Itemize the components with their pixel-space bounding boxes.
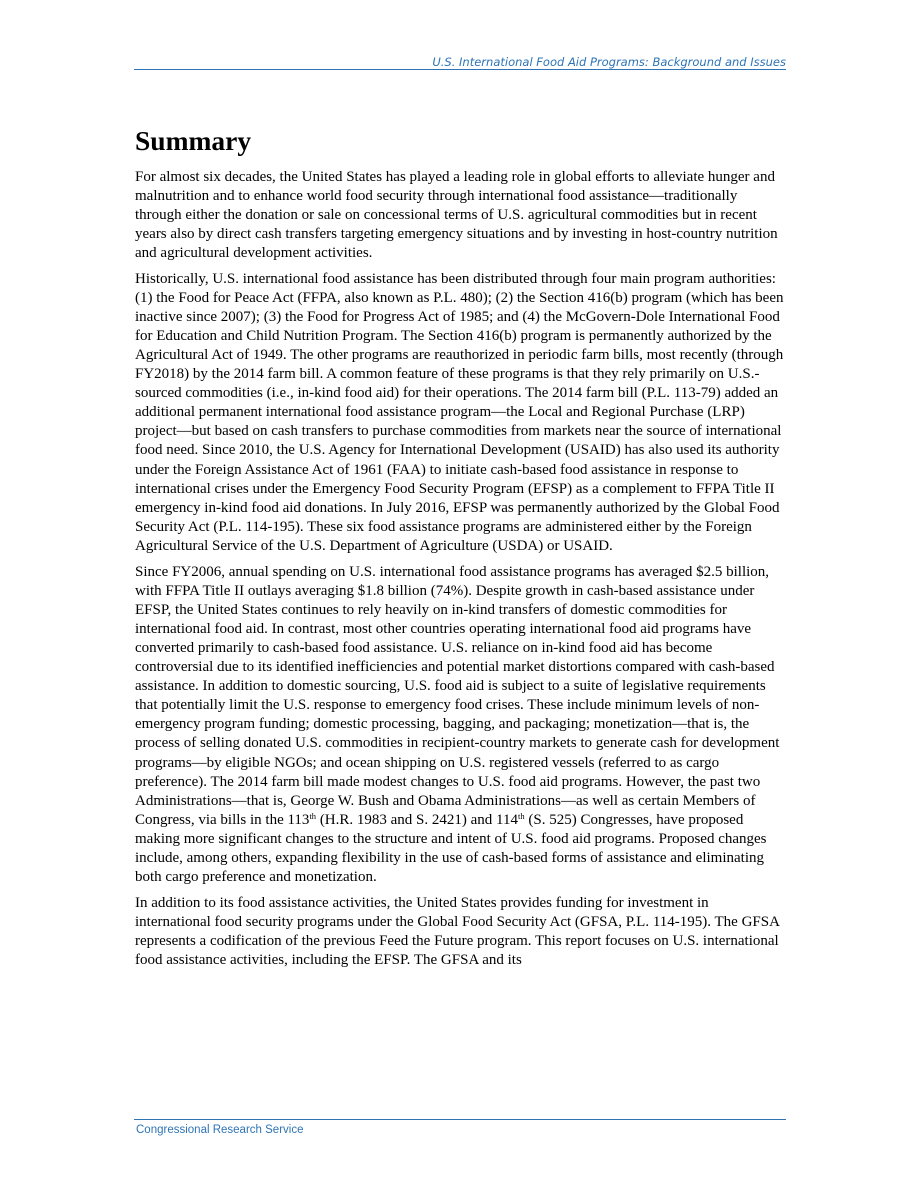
ordinal-suffix-113th: th <box>309 810 317 821</box>
paragraph-3-text-a: Since FY2006, annual spending on U.S. international food assistance programs has averaged $2.5 billion, with FFPA Title II outlays averaging $1.8 billion (74%). Despite growth in cash-based assistance under EFSP, the United States continues to rely heavily on in-kind transfers of domestic commodities for international food aid. In contrast, most other countries operating international food aid programs have converted primarily to cash-based food assistance. U.S. reliance on in-kind food aid has become controversial due to its identified inefficiencies and potential market distortions compared with cash-based assistance. In addition to domestic sourcing, U.S. food aid is subject to a suite of legislative requirements that potentially limit the U.S. response to emergency food crises. These include minimum levels of non-emergency program funding; domestic processing, bagging, and packaging; monetization—that is, the process of selling donated U.S. commodities in recipient-country markets to generate cash for development programs—by eligible NGOs; and ocean shipping on U.S. registered vessels (referred to as cargo preference). The 2014 farm bill made modest changes to U.S. food aid programs. However, the past two Administrations—that is, George W. Bush and Obama Administrations—as well as certain Members of Congress, via bills in the 113 <box>135 563 780 828</box>
running-header-title: U.S. International Food Aid Programs: Background and Issues <box>432 55 786 69</box>
summary-heading: Summary <box>135 125 252 156</box>
summary-body <box>135 168 787 977</box>
paragraph-3-text-b: (H.R. 1983 and S. 2421) and 114 <box>316 811 518 828</box>
summary-paragraph-1: For almost six decades, the United States has played a leading role in global efforts to alleviate hunger and malnutrition and to enhance world food security through international food assistance—traditionally through either the donation or sale on concessional terms of U.S. agricultural commodities but in recent years also by direct cash transfers targeting emergency situations and by investing in host-country nutrition and agricultural development activities. <box>135 168 778 261</box>
summary-paragraph-4: In addition to its food assistance activities, the United States provides funding for investment in international food security programs under the Global Food Security Act (GFSA, P.L. 114-195). The GFSA represents a codification of the previous Feed the Future program. This report focuses on U.S. international food assistance activities, including the EFSP. The GFSA and its <box>135 894 780 969</box>
ordinal-suffix-114th: th <box>518 810 525 821</box>
summary-paragraph-3 <box>135 563 787 888</box>
header-divider <box>134 69 786 70</box>
footer-publisher: Congressional Research Service <box>136 1124 304 1136</box>
footer-divider <box>134 1119 786 1120</box>
summary-paragraph-2: Historically, U.S. international food assistance has been distributed through four main program authorities: (1) the Food for Peace Act (FFPA, also known as P.L. 480); (2) the Section 416(b) program (which has been inactive since 2007); (3) the Food for Progress Act of 1985; and (4) the McGovern-Dole International Food for Education and Child Nutrition Program. The Section 416(b) program is permanently authorized by the Agricultural Act of 1949. The other programs are reauthorized in periodic farm bills, most recently (through FY2018) by the 2014 farm bill. A common feature of these programs is that they rely primarily on U.S.-sourced commodities (i.e., in-kind food aid) for their operations. The 2014 farm bill (P.L. 113-79) added an additional permanent international food assistance program—the Local and Regional Purchase (LRP) project—but based on cash transfers to purchase commodities from markets near the source of international food need. Since 2010, the U.S. Agency for International Development (USAID) has also used its authority under the Foreign Assistance Act of 1961 (FAA) to initiate cash-based food assistance in response to international crises under the Emergency Food Security Program (EFSP) as a complement to FFPA Title II emergency in-kind food aid donations. In July 2016, EFSP was permanently authorized by the Global Food Security Act (P.L. 114-195). These six food assistance programs are administered either by the Foreign Agricultural Service of the U.S. Department of Agriculture (USDA) or USAID. <box>135 270 784 554</box>
paragraph-3-text-c: (S. 525) Congresses, have proposed making more significant changes to the structure and intent of U.S. food aid programs. Proposed changes include, among others, expanding flexibility in the use of cash-based forms of assistance and eliminating both cargo preference and monetization. <box>135 811 767 886</box>
